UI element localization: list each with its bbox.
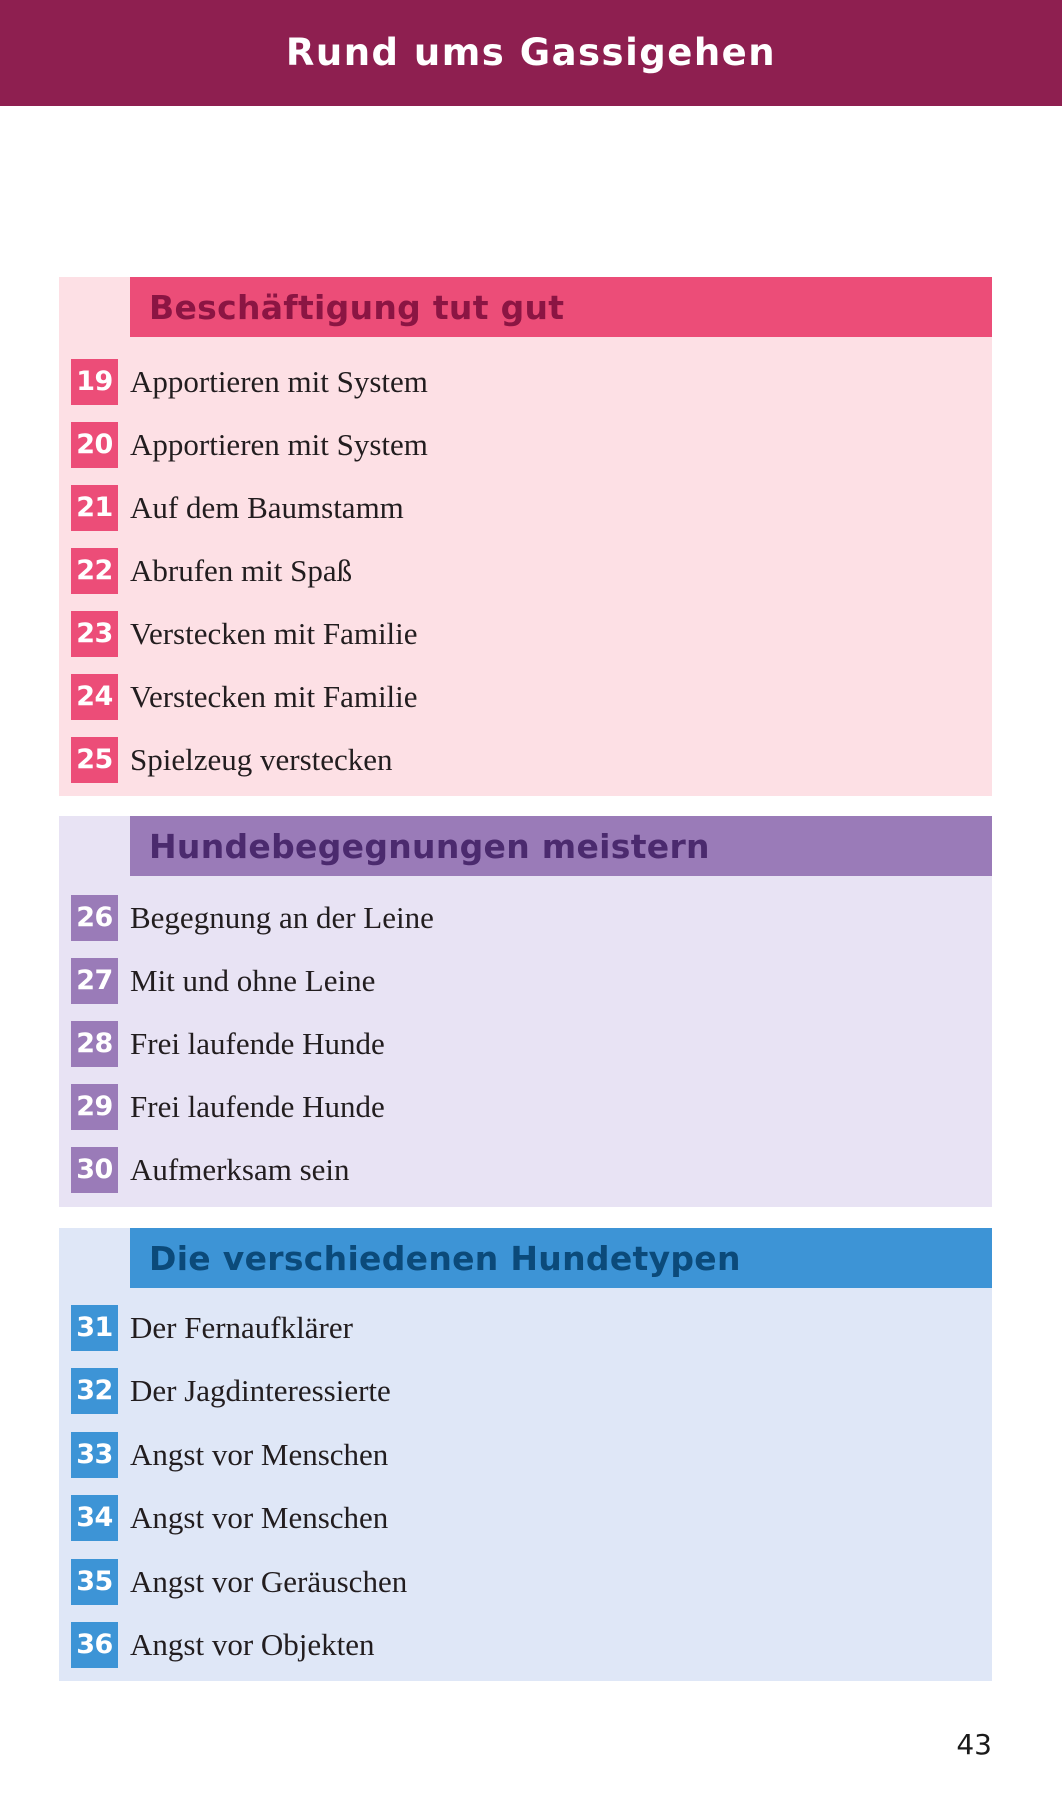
- page-title: Rund ums Gassigehen: [285, 30, 777, 74]
- toc-item-label: Abrufen mit Spaß: [130, 552, 353, 588]
- toc-item-label: Angst vor Menschen: [130, 1499, 389, 1535]
- toc-item[interactable]: [71, 421, 428, 468]
- toc-item[interactable]: [71, 1367, 391, 1414]
- page-badge: 27: [71, 958, 118, 1004]
- toc-item[interactable]: [71, 1020, 385, 1067]
- section-title: Hundebegegnungen meistern: [149, 826, 710, 866]
- toc-item[interactable]: [71, 484, 404, 531]
- toc-item-label: Spielzeug verstecken: [130, 741, 393, 777]
- page-badge: 25: [71, 737, 118, 783]
- toc-item-label: Begegnung an der Leine: [130, 899, 434, 935]
- page-badge: 26: [71, 895, 118, 941]
- page-badge: 22: [71, 548, 118, 594]
- page-badge: 23: [71, 611, 118, 657]
- toc-item[interactable]: [71, 1621, 375, 1668]
- page-badge: 36: [71, 1622, 118, 1668]
- page-number: 43: [956, 1728, 992, 1761]
- page-badge: 21: [71, 485, 118, 531]
- page-badge: 19: [71, 359, 118, 405]
- page-badge: 29: [71, 1084, 118, 1130]
- toc-item-label: Angst vor Menschen: [130, 1436, 389, 1472]
- toc-item-label: Apportieren mit System: [130, 363, 428, 399]
- section-beschaeftigung: [59, 277, 992, 796]
- section-header: [130, 277, 992, 337]
- toc-item[interactable]: [71, 1431, 388, 1478]
- toc-item[interactable]: [71, 957, 375, 1004]
- toc-item-label: Angst vor Objekten: [130, 1626, 375, 1662]
- page-badge: 30: [71, 1147, 118, 1193]
- toc-item[interactable]: [71, 358, 428, 405]
- toc-item[interactable]: [71, 673, 418, 720]
- page-badge: 32: [71, 1368, 118, 1414]
- page-badge: 34: [71, 1495, 118, 1541]
- section-header: [130, 816, 992, 876]
- page-header: [0, 0, 1062, 106]
- toc-item[interactable]: [71, 1494, 388, 1541]
- toc-item[interactable]: [71, 547, 352, 594]
- toc-item-label: Angst vor Geräuschen: [130, 1563, 408, 1599]
- section-hundebegegnungen: [59, 816, 992, 1207]
- section-title: Beschäftigung tut gut: [149, 287, 565, 327]
- toc-item[interactable]: [71, 1146, 350, 1193]
- toc-item-label: Auf dem Baumstamm: [130, 489, 404, 525]
- toc-item-label: Verstecken mit Familie: [130, 615, 418, 651]
- toc-item-label: Der Jagdinteressierte: [130, 1372, 391, 1408]
- toc-item[interactable]: [71, 610, 418, 657]
- section-title: Die verschiedenen Hundetypen: [149, 1238, 741, 1278]
- section-header: [130, 1228, 992, 1288]
- page-badge: 31: [71, 1305, 118, 1351]
- toc-item-label: Verstecken mit Familie: [130, 678, 418, 714]
- page-badge: 20: [71, 422, 118, 468]
- page-badge: 28: [71, 1021, 118, 1067]
- toc-item[interactable]: [71, 736, 393, 783]
- toc-item[interactable]: [71, 1304, 353, 1351]
- toc-item-label: Frei laufende Hunde: [130, 1088, 385, 1124]
- toc-item-label: Apportieren mit System: [130, 426, 428, 462]
- page-badge: 35: [71, 1559, 118, 1605]
- page-badge: 33: [71, 1432, 118, 1478]
- toc-item-label: Aufmerksam sein: [130, 1151, 350, 1187]
- toc-item-label: Mit und ohne Leine: [130, 962, 376, 998]
- toc-item-label: Der Fernaufklärer: [130, 1309, 353, 1345]
- section-hundetypen: [59, 1228, 992, 1681]
- toc-item[interactable]: [71, 894, 434, 941]
- toc-item-label: Frei laufende Hunde: [130, 1025, 385, 1061]
- toc-item[interactable]: [71, 1083, 385, 1130]
- page-badge: 24: [71, 674, 118, 720]
- toc-item[interactable]: [71, 1558, 407, 1605]
